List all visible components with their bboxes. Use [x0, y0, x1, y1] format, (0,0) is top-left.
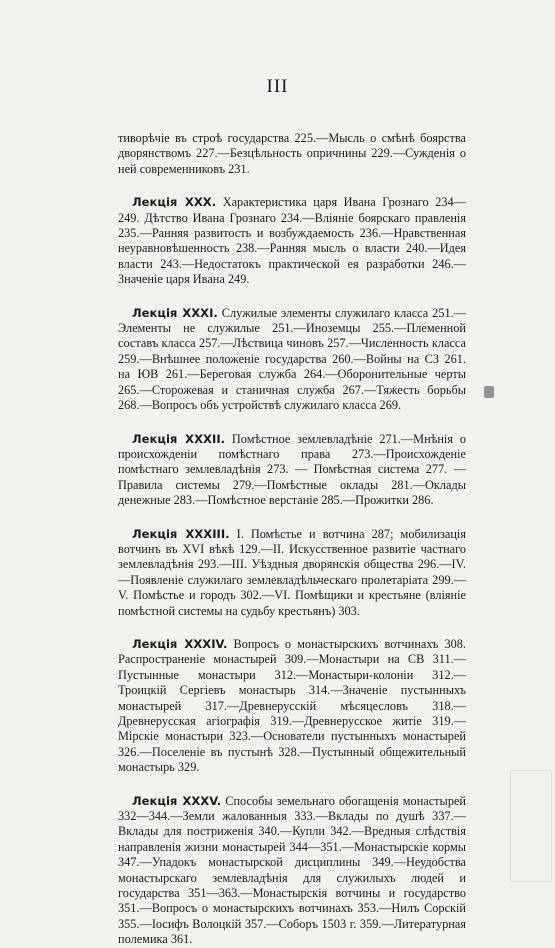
toc-lecture-35 — [118, 794, 466, 948]
lecture-label: Лекція XXXI. — [132, 305, 218, 320]
toc-paragraph-continuation — [118, 131, 466, 177]
table-of-contents — [118, 131, 466, 948]
toc-paragraph-text: тиворѣчіе въ строѣ государства 225.—Мысль о смѣнѣ боярства дворянствомъ 227.—Безцѣльность опричнины 229.—Сужденія о ней современниковъ 231. — [118, 131, 466, 176]
toc-lecture-30 — [118, 195, 466, 287]
library-stamp-mark — [510, 770, 552, 882]
lecture-label: Лекція XXXIII. — [132, 526, 230, 541]
toc-lecture-34 — [118, 637, 466, 776]
lecture-text: Вопросъ о монастырскихъ вотчинахъ 308. Распространеніе монастырей 309.—Монастыри на СВ 311.—Пустынные монастыри 312.—Монастыри-колоніи 312.—Троицкій Сергіевъ монастырь 314.—Значеніе пустынныхъ монастырей 317.—Древнерусскій мѣсяцесловъ 318.—Древнерусская агіографія 319.—Древнерусское житіе 319.—Мірскіе монастыри 323.—Основатели пустынныхъ монастырей 326.—Поселеніе въ пустынѣ 328.—Пустынный общежительный монастырь 329. — [118, 636, 466, 775]
lecture-text: I. Помѣстье и вотчина 287; мобилизація вотчинъ въ XVI вѣкѣ 129.—II. Искусственное развитіе частнаго землевладѣнія 293.—III. Уѣздныя дворянскія общества 296.—IV.—Появленіе служилаго землевладѣльческаго пролетаріата 299.—V. Помѣстье и городъ 302.—VI. Помѣщики и крестьяне (вліяніе помѣстной системы на судьбу крестьянъ) 303. — [118, 526, 466, 618]
lecture-text: Характеристика царя Ивана Грознаго 234—249. Дѣтство Ивана Грознаго 234.—Вліяніе боярскаго правленія 235.—Ранняя развитость и возбуждаемость 236.—Нравственная неуравновѣшенность 238.—Ранняя мысль о власти 240.—Идея власти 243.—Недостатокъ практической ея разработки 246.—Значеніе царя Ивана 249. — [118, 195, 467, 287]
ink-mark — [484, 386, 494, 398]
page-number: III — [266, 76, 289, 97]
lecture-label: Лекція XXXV. — [132, 793, 222, 808]
toc-lecture-33 — [118, 527, 466, 619]
lecture-label: Лекція XXXIV. — [132, 636, 228, 651]
lecture-text: Помѣстное землевладѣніе 271.—Мнѣнія о происхожденіи помѣстнаго права 273.—Происхожденіе помѣстнаго землевладѣнія 273. — Помѣстная система 277. — Правила системы 279.—Помѣстные оклады 281.—Оклады денежные 283.—Помѣстное верстаніе 285.—Прожитки 286. — [118, 431, 467, 508]
lecture-label: Лекція XXXII. — [132, 431, 226, 446]
lecture-text: Способы земельнаго обогащенія монастырей 332—344.—Земли жалованныя 333.—Вклады по душѣ 337.—Вклады для постриженія 340.—Купли 342.—Вредныя слѣдствія направленія жизни монастырей 344—351.—Монастырскіе кормы 347.—Упадокъ монастырской дисциплины 349.—Неудобства монастырскаго землевладѣнія для служилыхъ людей и государства 351—363.—Монастырскія вотчины и государство 351.—Вопросъ о монастырскихъ вотчинахъ 353.—Нилъ Сорскій 355.—Іосифъ Волоцкій 357.—Соборъ 1503 г. 359.—Литературная полемика 361. — [118, 793, 467, 947]
toc-lecture-32 — [118, 432, 466, 509]
toc-lecture-31 — [118, 306, 466, 414]
lecture-text: Служилые элементы служилаго класса 251.—Элементы не служилые 251.—Иноземцы 255.—Племенной составъ класса 257.—Лѣствица чиновъ 257.—Численность класса 259.—Внѣшнее положеніе государства 260.—Войны на СЗ 261. на ЮВ 261.—Береговая служба 264.—Оборонительные черты 265.—Сторожевая и станичная служба 267.—Тяжесть борьбы 268.—Вопросъ объ устройствѣ служилаго класса 269. — [118, 305, 466, 413]
lecture-label: Лекція XXX. — [132, 195, 217, 210]
